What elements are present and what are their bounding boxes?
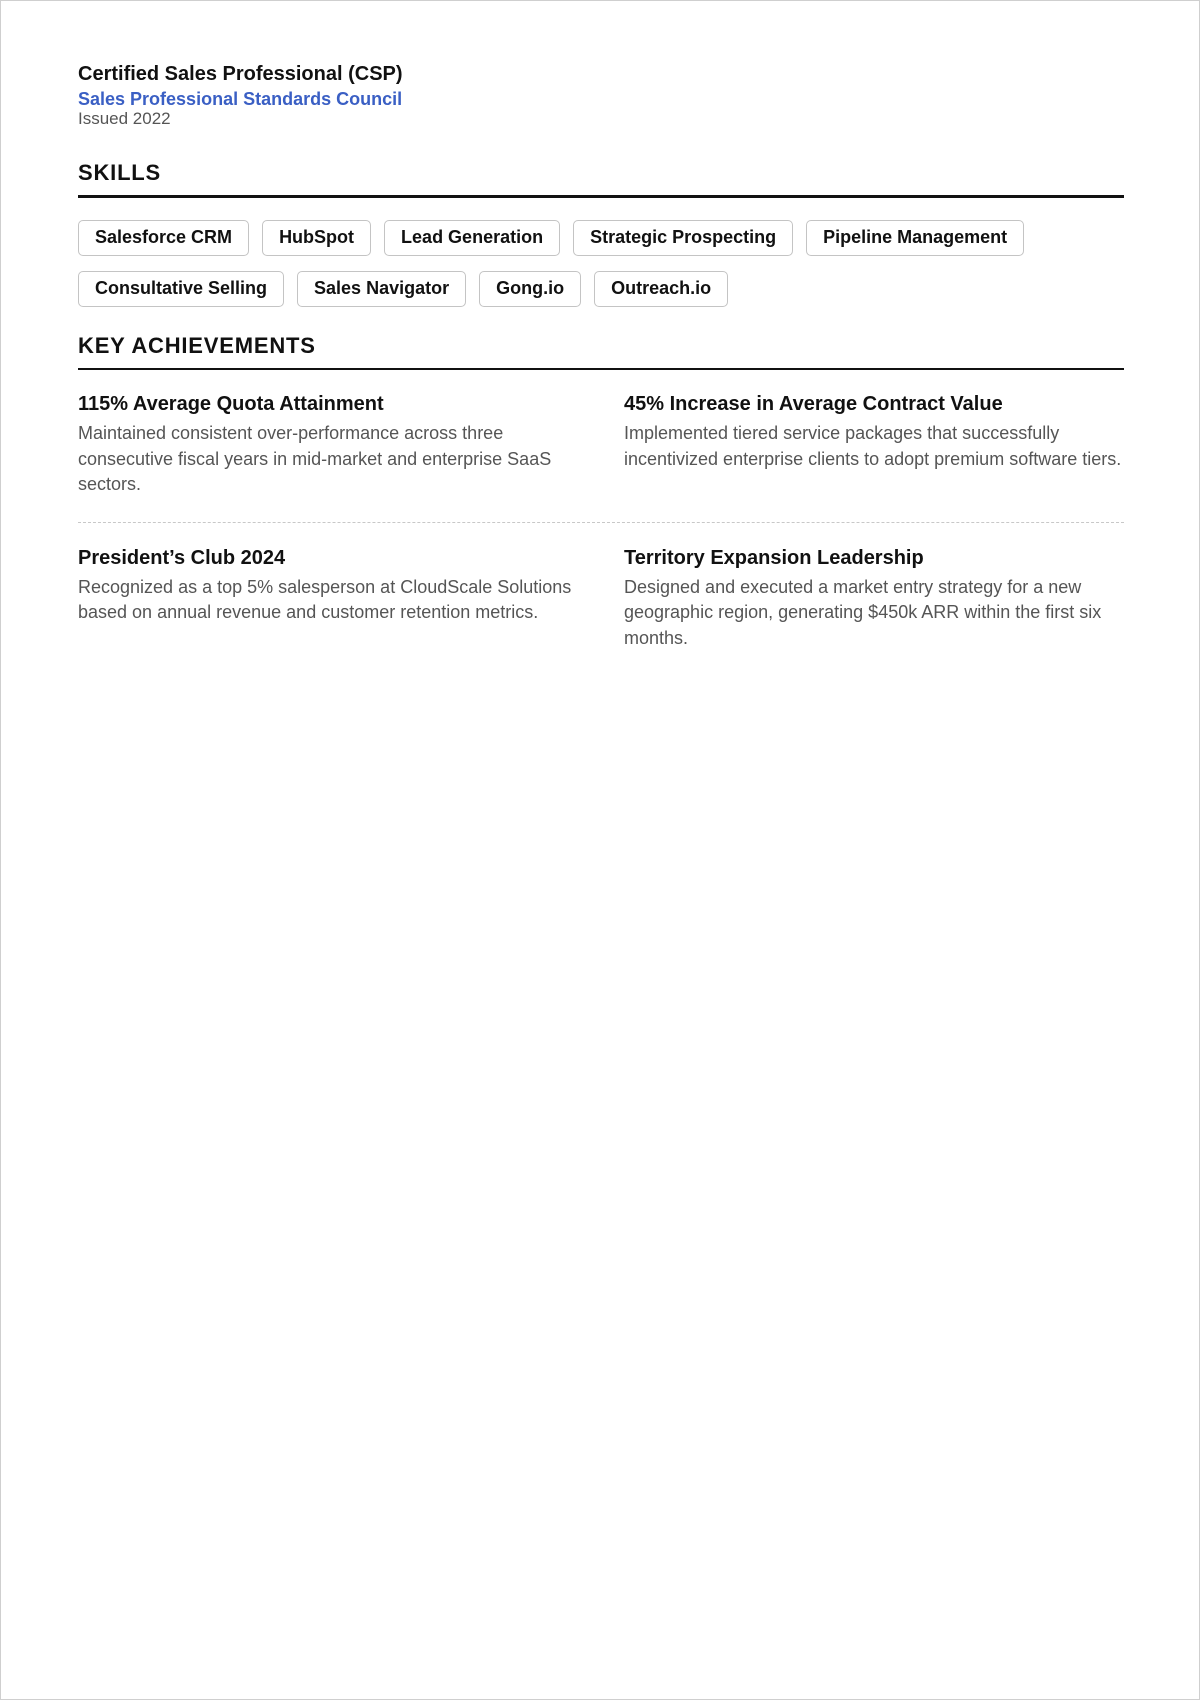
achievement-title: President’s Club 2024	[78, 546, 286, 569]
achievement-description: Designed and executed a market entry strategy for a new geographic region, generating $450k ARR within the first six months.	[624, 576, 1102, 648]
skill-tag: Consultative Selling	[78, 271, 284, 307]
certification-entry	[78, 59, 1124, 129]
achievement-item	[78, 392, 597, 522]
skill-tag: Pipeline Management	[806, 220, 1024, 256]
achievements-heading: KEY ACHIEVEMENTS	[78, 332, 1124, 370]
skill-tag: Sales Navigator	[297, 271, 466, 307]
skill-tag: Salesforce CRM	[78, 220, 249, 256]
skill-tag: Gong.io	[479, 271, 581, 307]
achievement-title: 115% Average Quota Attainment	[78, 393, 384, 415]
achievement-description: Implemented tiered service packages that successfully incentivized enterprise clients to adopt premium software tiers.	[624, 423, 1122, 469]
skills-heading: SKILLS	[78, 159, 1124, 198]
skills-list	[78, 220, 1124, 307]
achievement-title: Territory Expansion Leadership	[624, 546, 924, 569]
certification-title: Certified Sales Professional (CSP)	[78, 63, 403, 85]
skill-tag: HubSpot	[262, 220, 371, 256]
achievement-item	[624, 392, 1124, 522]
achievement-title: 45% Increase in Average Contract Value	[624, 393, 1003, 415]
skill-tag: Lead Generation	[384, 220, 560, 256]
achievement-description: Recognized as a top 5% salesperson at CloudScale Solutions based on annual revenue and customer retention metrics.	[78, 576, 572, 622]
skill-tag: Strategic Prospecting	[573, 220, 793, 256]
resume-content	[78, 59, 1124, 651]
certification-date: Issued 2022	[78, 109, 171, 128]
achievements-grid	[78, 392, 1124, 651]
skill-tag: Outreach.io	[594, 271, 728, 307]
certification-issuer: Sales Professional Standards Council	[78, 89, 403, 109]
achievement-description: Maintained consistent over-performance across three consecutive fiscal years in mid-market and enterprise SaaS sectors.	[78, 423, 552, 494]
achievement-item	[624, 523, 1124, 652]
achievement-item	[78, 523, 597, 652]
